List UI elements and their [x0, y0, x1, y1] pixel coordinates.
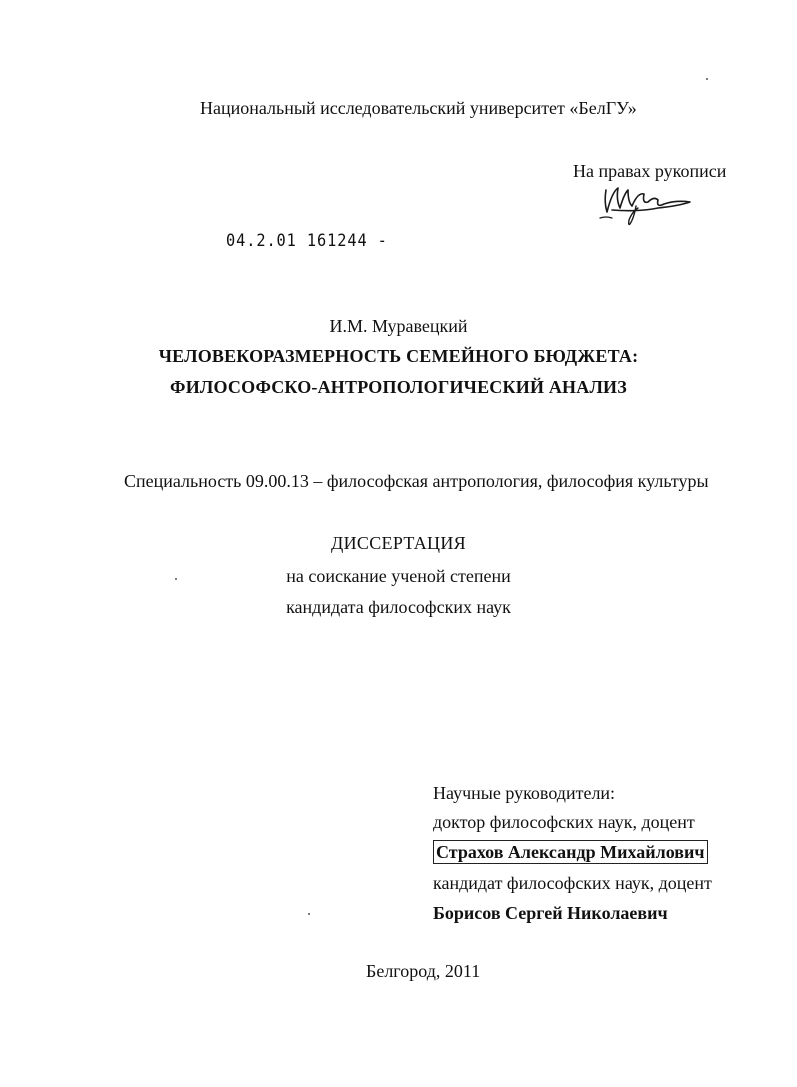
- supervisor-1-name: Страхов Александр Михайлович: [433, 840, 708, 864]
- scan-speck: [706, 78, 708, 80]
- degree-line-2: кандидата философских наук: [286, 597, 511, 617]
- degree-line-1: на соискание ученой степени: [286, 566, 511, 586]
- supervisor-2-name: Борисов Сергей Николаевич: [433, 903, 668, 923]
- scan-speck: [308, 913, 310, 915]
- author-name: И.М. Муравецкий: [329, 316, 468, 336]
- document-type: ДИССЕРТАЦИЯ: [331, 533, 466, 553]
- thesis-title-line-1: ЧЕЛОВЕКОРАЗМЕРНОСТЬ СЕМЕЙНОГО БЮДЖЕТА:: [158, 346, 639, 366]
- registration-stamp: 04.2.01 161244 -: [226, 231, 388, 251]
- signature-icon: [598, 182, 698, 228]
- supervisors-heading: Научные руководители:: [433, 783, 616, 803]
- manuscript-note: На правах рукописи: [573, 161, 727, 181]
- supervisor-1-title: доктор философских наук, доцент: [433, 812, 695, 832]
- specialty-line: Специальность 09.00.13 – философская антропология, философия культуры: [124, 471, 709, 491]
- thesis-title-line-2: ФИЛОСОФСКО-АНТРОПОЛОГИЧЕСКИЙ АНАЛИЗ: [170, 377, 627, 397]
- university-name: Национальный исследовательский университет «БелГУ»: [200, 98, 637, 118]
- scan-speck: [175, 578, 177, 580]
- supervisor-2-title: кандидат философских наук, доцент: [433, 873, 712, 893]
- city-year: Белгород, 2011: [366, 961, 481, 981]
